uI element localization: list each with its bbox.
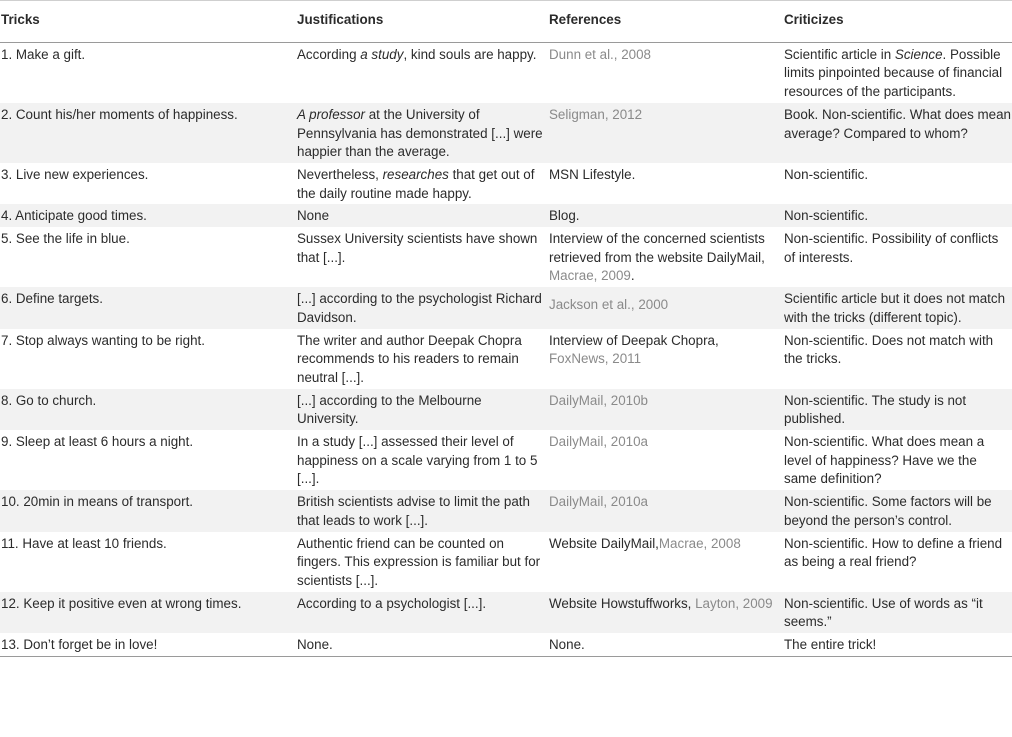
justification-cell (297, 287, 549, 328)
justification-cell (297, 633, 549, 656)
justification-cell (297, 532, 549, 592)
text-segment: . (630, 268, 635, 284)
text-segment: None (297, 208, 330, 224)
justification-cell (297, 430, 549, 490)
citation-link[interactable]: Dunn et al., 2008 (549, 46, 651, 62)
reference-cell (549, 287, 784, 328)
criticism-cell (784, 42, 1012, 103)
text-segment: Website DailyMail, (549, 535, 659, 551)
text-segment: Non-scientific. Use of words as “it seems.” (784, 595, 983, 630)
text-segment: Non-scientific. Some factors will be beyond the person’s control. (784, 494, 992, 528)
text-segment: MSN Lifestyle. (549, 166, 636, 182)
justification-cell (297, 227, 549, 287)
criticism-cell (784, 227, 1012, 287)
reference-cell (549, 103, 784, 163)
table-row (0, 329, 1012, 389)
text-segment: The entire trick! (784, 637, 877, 653)
justification-cell (297, 103, 549, 163)
reference-cell (549, 204, 784, 227)
justification-cell (297, 204, 549, 227)
text-segment: Non-scientific. How to define a friend as being a real friend? (784, 535, 1003, 570)
text-segment: Interview of the concerned scientists retrieved from the website DailyMail, (549, 231, 765, 265)
table-row (0, 532, 1012, 592)
text-segment: Non-scientific. (784, 166, 869, 182)
text-segment: Authentic friend can be counted on fingers. This expression is familiar but for scientists [...]. (297, 535, 541, 588)
text-segment: British scientists advise to limit the path that leads to work [...]. (297, 494, 530, 528)
justification-cell (297, 490, 549, 531)
text-segment: , kind souls are happy. (403, 46, 537, 62)
table-row (0, 389, 1012, 430)
justification-cell (297, 592, 549, 633)
text-segment: In a study [...] assessed their level of happiness on a scale varying from 1 to 5 [...]. (297, 434, 538, 487)
reference-cell (549, 592, 784, 633)
trick-cell: 3. Live new experiences. (1, 166, 149, 182)
citation-link[interactable]: Macrae, 2008 (658, 535, 741, 551)
header-criticizes: Criticizes (784, 1, 1012, 43)
reference-cell (549, 163, 784, 204)
trick-cell: 10. 20min in means of transport. (1, 494, 194, 510)
trick-cell: 7. Stop always wanting to be right. (1, 332, 205, 348)
text-segment: Scientific article in (784, 46, 895, 62)
table-row (0, 490, 1012, 531)
justification-cell (297, 329, 549, 389)
text-segment: Scientific article but it does not match with the tricks (different topic). (784, 291, 1006, 325)
text-segment: Nevertheless, (297, 166, 383, 182)
trick-cell: 6. Define targets. (1, 291, 103, 307)
justification-cell (297, 42, 549, 103)
header-tricks: Tricks (0, 1, 297, 43)
citation-link[interactable]: DailyMail, 2010b (549, 392, 648, 408)
text-segment: Non-scientific. What does mean a level of happiness? Have we the same definition? (784, 434, 985, 487)
citation-link[interactable]: DailyMail, 2010a (549, 494, 648, 510)
justification-cell (297, 163, 549, 204)
table-body (0, 42, 1012, 656)
text-segment: Non-scientific. Possibility of conflicts of interests. (784, 231, 999, 265)
criticism-cell (784, 389, 1012, 430)
table-row (0, 633, 1012, 656)
text-segment: Non-scientific. (784, 208, 869, 224)
table-row (0, 163, 1012, 204)
criticism-cell (784, 633, 1012, 656)
table-row (0, 227, 1012, 287)
trick-cell: 8. Go to church. (1, 392, 97, 408)
trick-cell: 11. Have at least 10 friends. (1, 535, 167, 551)
reference-cell (549, 227, 784, 287)
text-segment: . Possible limits pinpointed because of financial resources of the participants. (784, 46, 1003, 100)
reference-cell (549, 430, 784, 490)
criticism-cell (784, 592, 1012, 633)
criticism-cell (784, 430, 1012, 490)
table-row (0, 103, 1012, 163)
reference-cell (549, 42, 784, 103)
table-header (0, 1, 1012, 43)
reference-cell (549, 532, 784, 592)
header-row (0, 1, 1012, 43)
italic-segment: Science (894, 46, 943, 62)
text-segment: None. (297, 637, 333, 653)
trick-cell: 5. See the life in blue. (1, 231, 130, 247)
text-segment: Sussex University scientists have shown that [...]. (297, 231, 538, 265)
text-segment: None. (549, 637, 585, 653)
criticism-cell (784, 532, 1012, 592)
justification-cell (297, 389, 549, 430)
text-segment: The writer and author Deepak Chopra recommends to his readers to remain neutral [...]. (297, 332, 522, 385)
trick-cell: 2. Count his/her moments of happiness. (1, 106, 238, 122)
citation-link[interactable]: Layton, 2009 (695, 595, 773, 611)
trick-cell: 12. Keep it positive even at wrong times. (1, 595, 242, 611)
citation-link[interactable]: Seligman, 2012 (549, 106, 643, 122)
criticism-cell (784, 287, 1012, 328)
header-references: References (549, 1, 784, 43)
text-segment: Non-scientific. Does not match with the tricks. (784, 332, 994, 367)
citation-link[interactable]: FoxNews, 2011 (549, 351, 642, 367)
text-segment: Website Howstuffworks, (549, 595, 696, 611)
trick-cell: 9. Sleep at least 6 hours a night. (1, 434, 194, 450)
text-segment: Interview of Deepak Chopra, (549, 332, 719, 348)
text-segment: Non-scientific. The study is not published. (784, 392, 967, 427)
table-row (0, 287, 1012, 328)
text-segment: at the University of Pennsylvania has demonstrated [...] were happier than the average. (297, 106, 543, 160)
table-row (0, 42, 1012, 103)
reference-cell (549, 329, 784, 389)
text-segment: [...] according to the psychologist Richard Davidson. (297, 291, 542, 325)
table-row (0, 430, 1012, 490)
reference-cell (549, 633, 784, 656)
text-segment: Blog. (549, 208, 580, 224)
italic-segment: A professor (297, 106, 365, 122)
citation-link[interactable]: Jackson et al., 2000 (549, 297, 669, 313)
trick-cell: 13. Don’t forget be in love! (0, 633, 297, 656)
table-row (0, 592, 1012, 633)
criticism-cell (784, 329, 1012, 389)
citation-link[interactable]: Macrae, 2009 (549, 268, 631, 284)
criticism-cell (784, 163, 1012, 204)
italic-segment: a study (360, 46, 404, 62)
criticism-cell (784, 204, 1012, 227)
text-segment: According to a psychologist [...]. (297, 595, 487, 611)
table-row (0, 204, 1012, 227)
italic-segment: researches (382, 166, 449, 182)
text-segment: [...] according to the Melbourne University. (297, 392, 482, 427)
criticism-cell (784, 103, 1012, 163)
text-segment: that get out of the daily routine made happy. (297, 166, 535, 201)
criticism-cell (784, 490, 1012, 531)
trick-cell: 4. Anticipate good times. (1, 208, 147, 224)
text-segment: Book. Non-scientific. What does mean average? Compared to whom? (784, 106, 1012, 141)
citation-link[interactable]: DailyMail, 2010a (549, 434, 648, 450)
trick-cell: 1. Make a gift. (1, 46, 86, 62)
header-justifications: Justifications (297, 1, 549, 43)
reference-cell (549, 490, 784, 531)
reference-cell (549, 389, 784, 430)
text-segment: According (297, 46, 361, 62)
